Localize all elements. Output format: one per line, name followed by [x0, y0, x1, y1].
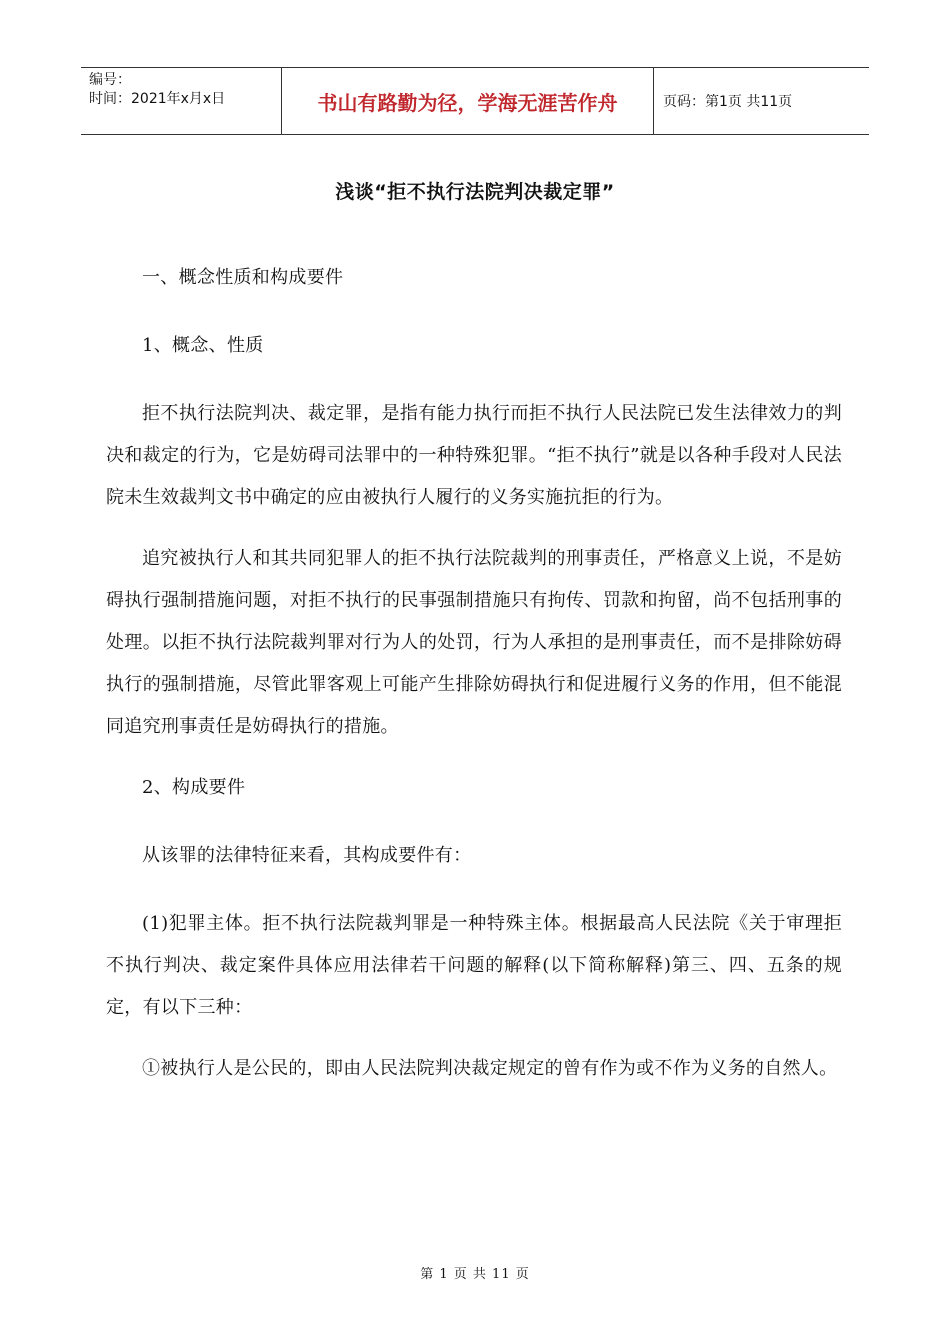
- header-page-info: 页码：第1页 共11页: [663, 94, 793, 110]
- document-title: 浅谈“拒不执行法院判决裁定罪”: [335, 181, 615, 203]
- section-heading: 一、概念性质和构成要件: [142, 267, 344, 288]
- subsection-heading: 2、构成要件: [142, 777, 246, 798]
- body-paragraph: (1)犯罪主体。拒不执行法院裁判罪是一种特殊主体。根据最高人民法院《关于审理拒不执行判决、裁定案件具体应用法律若干问题的解释(以下简称解释)第三、四、五条的规定，有以下三种：: [106, 913, 842, 1018]
- body-paragraph: ①被执行人是公民的，即由人民法院判决裁定规定的曾有作为或不作为义务的自然人。: [142, 1058, 838, 1079]
- document-number-label: 编号：: [89, 72, 131, 88]
- document-body: [106, 257, 842, 1109]
- body-paragraph: 从该罪的法律特征来看，其构成要件有：: [142, 845, 472, 866]
- header-meta: [81, 68, 281, 134]
- document-date-label: 时间：2021年x月x日: [89, 91, 226, 107]
- body-paragraph: 追究被执行人和其共同犯罪人的拒不执行法院裁判的刑事责任，严格意义上说，不是妨碍执行强制措施问题，对拒不执行的民事强制措施只有拘传、罚款和拘留，尚不包括刑事的处理。以拒不执行法院裁判罪对行为人的处罚，行为人承担的是刑事责任，而不是排除妨碍执行的强制措施，尽管此罪客观上可能产生排除妨碍执行和促进履行义务的作用，但不能混同追究刑事责任是妨碍执行的措施。: [106, 548, 842, 737]
- page-footer: 第 1 页 共 11 页: [420, 1267, 530, 1282]
- subsection-heading: 1、概念、性质: [142, 335, 264, 356]
- body-paragraph: 拒不执行法院判决、裁定罪，是指有能力执行而拒不执行人民法院已发生法律效力的判决和裁定的行为，它是妨碍司法罪中的一种特殊犯罪。“拒不执行”就是以各种手段对人民法院未生效裁判文书中确定的应由被执行人履行的义务实施抗拒的行为。: [106, 403, 842, 508]
- header-motto: 书山有路勤为径，学海无涯苦作舟: [281, 68, 654, 134]
- document-header: [81, 67, 869, 135]
